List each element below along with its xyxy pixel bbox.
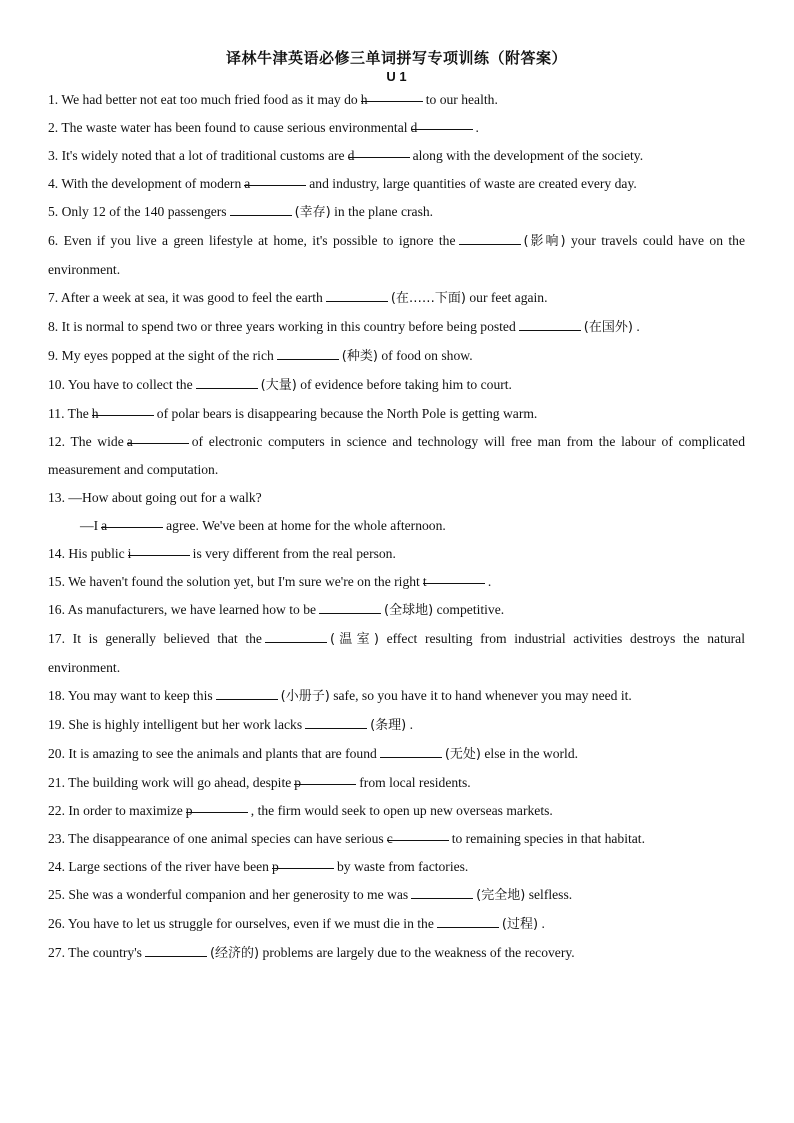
- exercise-item: [48, 596, 745, 625]
- answer-blank[interactable]: [91, 400, 154, 421]
- item-text-before: It's widely noted that a lot of traditional customs are: [61, 148, 345, 163]
- exercise-item: [48, 86, 745, 114]
- item-text-after: .: [409, 717, 414, 732]
- item-number: 25.: [48, 887, 65, 902]
- answer-blank[interactable]: [196, 373, 258, 389]
- exercise-item: [48, 428, 745, 484]
- chinese-hint: (小册子): [280, 689, 330, 704]
- exercise-item: [48, 682, 745, 711]
- exercise-item: [48, 313, 745, 342]
- item-text-after: to remaining species in that habitat.: [451, 831, 645, 846]
- answer-blank[interactable]: [101, 512, 163, 533]
- exercise-item: [48, 400, 745, 428]
- item-number: 17.: [48, 631, 65, 646]
- item-number: 4.: [48, 176, 59, 191]
- item-text-before: My eyes popped at the sight of the rich: [61, 348, 274, 363]
- item-text-after: competitive.: [436, 602, 505, 617]
- chinese-hint: (过程): [501, 917, 539, 932]
- item-text-after: .: [475, 120, 479, 135]
- answer-blank[interactable]: [277, 344, 339, 360]
- item-text-before: Large sections of the river have been: [68, 859, 269, 874]
- item-text-after: .: [487, 574, 492, 589]
- first-letter-hint: c: [386, 831, 393, 846]
- item-number: 27.: [48, 945, 65, 960]
- item-text-after: along with the development of the society.: [412, 148, 644, 163]
- item-text-after: by waste from factories.: [336, 859, 469, 874]
- item-text-after: safe, so you have it to hand whenever you may need it.: [333, 688, 632, 703]
- chinese-hint: (温室): [329, 632, 379, 647]
- answer-blank[interactable]: [360, 86, 423, 107]
- exercise-item: [48, 939, 745, 968]
- item-text-after: , the firm would seek to open up new overseas markets.: [250, 803, 553, 818]
- item-number: 26.: [48, 916, 65, 931]
- exercise-item: [48, 769, 745, 797]
- item-text-after: effect resulting from industrial activities destroys the natural environment.: [48, 631, 745, 675]
- exercise-item: [48, 371, 745, 400]
- item-text-before: She is highly intelligent but her work lacks: [68, 717, 303, 732]
- item-number: 2.: [48, 120, 59, 135]
- answer-blank[interactable]: [185, 797, 248, 818]
- answer-blank[interactable]: [216, 684, 278, 700]
- exercise-item: [48, 881, 745, 910]
- exercise-item: [48, 711, 745, 740]
- item-text-before: You have to let us struggle for ourselves, even if we must die in the: [67, 916, 434, 931]
- exercise-item: [48, 198, 745, 227]
- item-number: 1.: [48, 92, 59, 107]
- item-text-after: .: [636, 319, 640, 334]
- item-text-after: to our health.: [425, 92, 498, 107]
- answer-blank[interactable]: [126, 428, 189, 449]
- item-number: 21.: [48, 775, 65, 790]
- answer-blank[interactable]: [347, 142, 410, 163]
- answer-blank[interactable]: [386, 825, 449, 846]
- chinese-hint: (条理): [370, 718, 407, 733]
- item-number: 10.: [48, 377, 65, 392]
- item-text-before: After a week at sea, it was good to feel the earth: [60, 290, 323, 305]
- item-number: 24.: [48, 859, 65, 874]
- worksheet-page: [48, 46, 745, 968]
- item-number: 20.: [48, 746, 65, 761]
- item-text-before: It is normal to spend two or three years working in this country before being posted: [61, 319, 516, 334]
- item-text-after: of food on show.: [381, 348, 473, 363]
- first-letter-hint: t: [422, 574, 427, 589]
- item-text-before: Even if you live a green lifestyle at home, it's possible to ignore the: [63, 233, 456, 248]
- item-text-before: You have to collect the: [67, 377, 193, 392]
- answer-blank[interactable]: [230, 200, 292, 216]
- chinese-hint: (无处): [444, 747, 481, 762]
- item-text-after: else in the world.: [484, 746, 579, 761]
- item-text-before: The: [67, 406, 89, 421]
- first-letter-hint: i: [127, 546, 132, 561]
- item-text-before: —How about going out for a walk?: [68, 490, 262, 505]
- exercise-item: [48, 540, 745, 568]
- item-number: 8.: [48, 319, 59, 334]
- item-number: 12.: [48, 434, 65, 449]
- item-text-before: The disappearance of one animal species can have serious: [68, 831, 384, 846]
- exercise-item: [48, 512, 745, 540]
- item-text-after: your travels could have on the environment.: [48, 233, 745, 277]
- item-text-after: problems are largely due to the weakness of the recovery.: [262, 945, 575, 960]
- first-letter-hint: h: [360, 92, 368, 107]
- answer-blank[interactable]: [459, 229, 521, 245]
- first-letter-hint: p: [294, 775, 302, 790]
- item-number: 7.: [48, 290, 59, 305]
- item-number: 18.: [48, 688, 65, 703]
- item-text-before: With the development of modern: [61, 176, 242, 191]
- item-text-before: In order to maximize: [68, 803, 183, 818]
- chinese-hint: (完全地): [476, 888, 526, 903]
- answer-blank[interactable]: [380, 742, 442, 758]
- item-text-before: Only 12 of the 140 passengers: [61, 204, 227, 219]
- exercise-item: [48, 568, 745, 596]
- answer-blank[interactable]: [411, 883, 473, 899]
- item-text-after: of evidence before taking him to court.: [300, 377, 512, 392]
- item-text-before: She was a wonderful companion and her generosity to me was: [68, 887, 409, 902]
- chinese-hint: (经济的): [209, 946, 260, 961]
- chinese-hint: (在……下面): [390, 291, 466, 306]
- item-text-after: .: [541, 916, 545, 931]
- exercise-item: [48, 625, 745, 682]
- item-text-after: is very different from the real person.: [192, 546, 396, 561]
- answer-blank[interactable]: [422, 568, 485, 589]
- exercise-item: [48, 484, 745, 512]
- item-number: 5.: [48, 204, 59, 219]
- first-letter-hint: h: [91, 406, 99, 421]
- item-text-before: You may want to keep this: [67, 688, 213, 703]
- first-letter-hint: p: [185, 803, 193, 818]
- item-text-after: agree. We've been at home for the whole afternoon.: [166, 518, 446, 533]
- item-text-before: We haven't found the solution yet, but I'm sure we're on the right: [68, 574, 420, 589]
- exercise-item: [48, 853, 745, 881]
- chinese-hint: (在国外): [583, 320, 633, 335]
- exercise-item: [48, 142, 745, 170]
- item-text-before: The country's: [68, 945, 142, 960]
- first-letter-hint: a: [126, 434, 133, 449]
- item-text-before: It is generally believed that the: [72, 631, 262, 646]
- item-number: 15.: [48, 574, 65, 589]
- item-text-after: from local residents.: [359, 775, 471, 790]
- answer-blank[interactable]: [519, 315, 581, 331]
- item-number: 14.: [48, 546, 65, 561]
- first-letter-hint: p: [271, 859, 279, 874]
- exercise-item: [48, 797, 745, 825]
- exercise-item: [48, 910, 745, 939]
- exercise-list: [48, 86, 745, 968]
- item-number: 16.: [48, 602, 65, 617]
- item-text-before: As manufacturers, we have learned how to be: [67, 602, 317, 617]
- exercise-item: [48, 342, 745, 371]
- answer-blank[interactable]: [326, 286, 388, 302]
- exercise-item: [48, 114, 745, 142]
- item-text-after: of electronic computers in science and technology will free man from the labour of complicated measurement and computation.: [48, 434, 745, 477]
- exercise-item: [48, 227, 745, 284]
- exercise-item: [48, 825, 745, 853]
- answer-blank[interactable]: [305, 713, 367, 729]
- item-number: 3.: [48, 148, 59, 163]
- item-number: 22.: [48, 803, 65, 818]
- chinese-hint: (种类): [341, 349, 378, 364]
- answer-blank[interactable]: [127, 540, 190, 561]
- answer-blank[interactable]: [145, 941, 207, 957]
- item-text-before: We had better not eat too much fried food as it may do: [61, 92, 358, 107]
- item-text-before: The wide: [70, 434, 124, 449]
- unit-heading: U 1: [386, 69, 407, 84]
- answer-blank[interactable]: [265, 627, 327, 643]
- item-number: 13.: [48, 490, 65, 505]
- item-text-before: The building work will go ahead, despite: [68, 775, 292, 790]
- chinese-hint: (大量): [260, 378, 297, 393]
- first-letter-hint: a: [101, 518, 108, 533]
- first-letter-hint: a: [244, 176, 251, 191]
- item-text-after: our feet again.: [469, 290, 548, 305]
- answer-blank[interactable]: [437, 912, 499, 928]
- item-text-after: and industry, large quantities of waste are created every day.: [309, 176, 637, 191]
- chinese-hint: (幸存): [294, 205, 331, 220]
- answer-blank[interactable]: [294, 769, 356, 790]
- item-text-before: It is amazing to see the animals and plants that are found: [68, 746, 377, 761]
- answer-blank[interactable]: [319, 598, 381, 614]
- item-number: 19.: [48, 717, 65, 732]
- first-letter-hint: d: [347, 148, 355, 163]
- item-text-before: The waste water has been found to cause serious environmental: [61, 120, 408, 135]
- item-text-after: selfless.: [528, 887, 573, 902]
- item-text-after: of polar bears is disappearing because the North Pole is getting warm.: [156, 406, 538, 421]
- first-letter-hint: d: [410, 120, 418, 135]
- answer-blank[interactable]: [271, 853, 334, 874]
- answer-blank[interactable]: [410, 114, 473, 135]
- exercise-item: [48, 284, 745, 313]
- answer-blank[interactable]: [244, 170, 306, 191]
- exercise-item: [48, 170, 745, 198]
- item-number: 6.: [48, 233, 59, 248]
- chinese-hint: (影响): [523, 234, 566, 249]
- item-text-before: His public: [68, 546, 125, 561]
- chinese-hint: (全球地): [384, 603, 434, 618]
- item-text-before: —I: [80, 518, 99, 533]
- item-number: 11.: [48, 406, 65, 421]
- item-number: 9.: [48, 348, 59, 363]
- item-text-after: in the plane crash.: [334, 204, 434, 219]
- exercise-item: [48, 740, 745, 769]
- item-number: 23.: [48, 831, 65, 846]
- page-title: 译林牛津英语必修三单词拼写专项训练（附答案）: [225, 49, 567, 67]
